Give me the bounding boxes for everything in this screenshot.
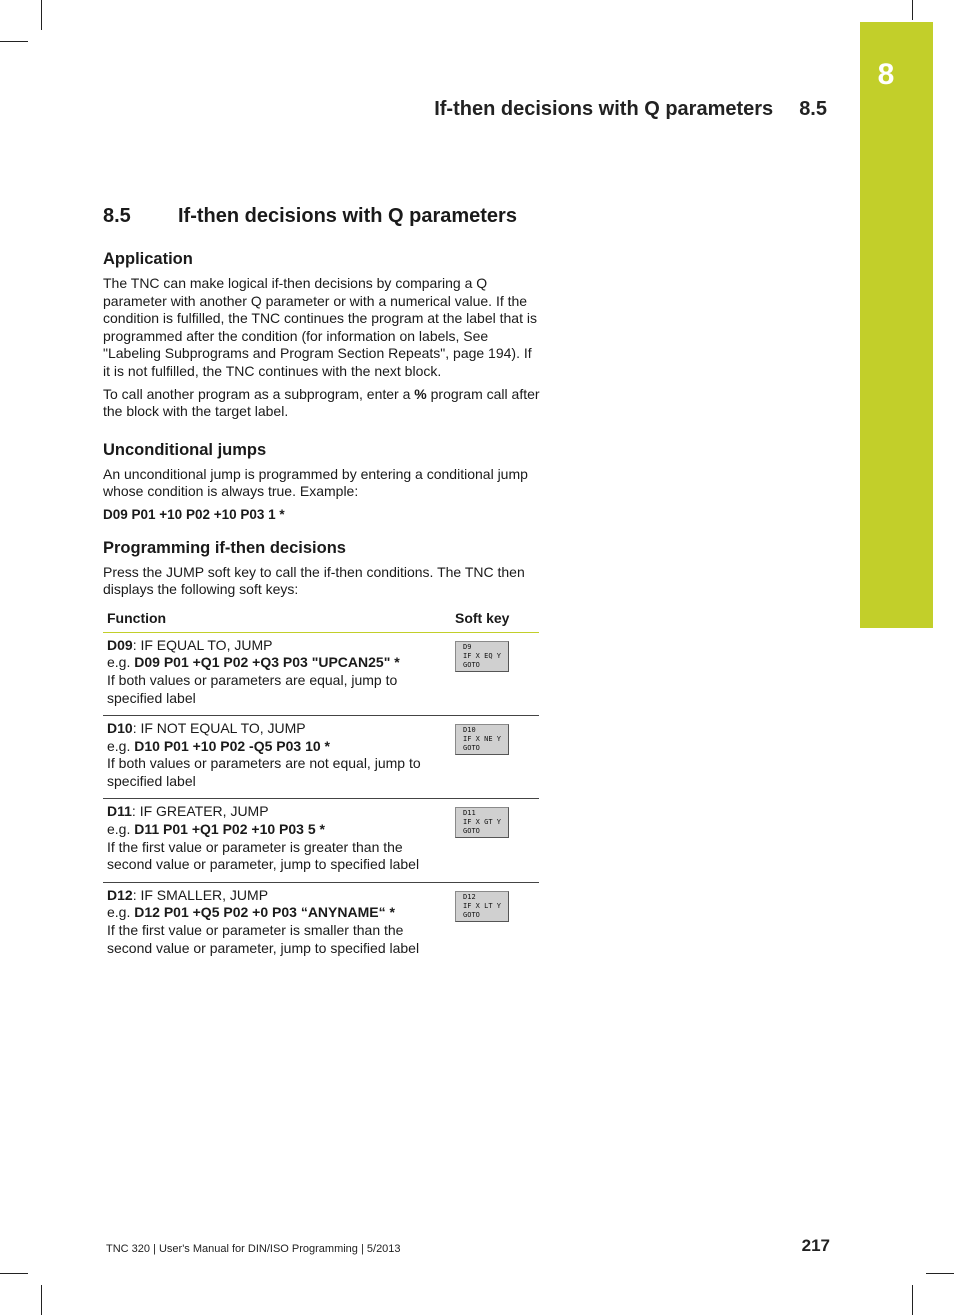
eg-label: e.g.	[107, 821, 135, 838]
crop-mark	[0, 41, 28, 42]
function-description: If the first value or parameter is smaller than the second value or parameter, jump to specified label	[107, 922, 420, 956]
function-example: D09 P01 +Q1 P02 +Q3 P03 "UPCAN25" *	[134, 654, 400, 671]
softkey-d11[interactable]: D11 IF X GT Y GOTO	[455, 807, 509, 838]
section-title	[103, 205, 517, 228]
application-heading: Application	[103, 250, 193, 268]
programming-paragraph: Press the JUMP soft key to call the if-then conditions. The TNC then displays the following soft keys:	[103, 563, 525, 598]
application-paragraph-2	[103, 386, 541, 421]
application-paragraph: The TNC can make logical if-then decisions by comparing a Q parameter with another Q parameter or with a numerical value. If the condition is fulfilled, the TNC continues the program at the label that is programmed after the condition (for information on labels, See "Labeling Subprograms and Program Section Repeats", page 194). If it is not fulfilled, the TNC continues with the next block.	[103, 275, 537, 379]
function-cell	[103, 799, 451, 882]
footer-text: TNC 320 | User's Manual for DIN/ISO Programming | 5/2013	[106, 1243, 401, 1255]
chapter-number: 8	[877, 58, 895, 91]
eg-label: e.g.	[107, 737, 135, 754]
running-head-title: If-then decisions with Q parameters	[434, 98, 774, 120]
softkey-d12[interactable]: D12 IF X LT Y GOTO	[455, 891, 509, 922]
function-description: If both values or parameters are equal, jump to specified label	[107, 671, 398, 706]
function-code: D11	[107, 803, 132, 820]
table-row	[103, 799, 539, 882]
function-example: D12 P01 +Q5 P02 +0 P03 “ANYNAME“ *	[134, 904, 395, 921]
table-row	[103, 632, 539, 715]
softkey-cell	[451, 799, 539, 882]
function-code: D09	[107, 636, 133, 653]
table-row	[103, 882, 539, 965]
text-run-bold: %	[414, 385, 427, 402]
function-name: : IF GREATER, JUMP	[131, 803, 269, 820]
unconditional-heading: Unconditional jumps	[103, 440, 267, 459]
chapter-tab	[860, 22, 933, 628]
function-cell	[103, 632, 451, 715]
softkey-d10[interactable]: D10 IF X NE Y GOTO	[455, 724, 509, 755]
function-name: : IF SMALLER, JUMP	[132, 886, 269, 903]
function-example: D10 P01 +10 P02 -Q5 P03 10 *	[134, 737, 330, 754]
crop-mark	[41, 0, 42, 30]
function-code: D12	[107, 886, 133, 903]
function-code: D10	[107, 720, 133, 737]
unconditional-code: D09 P01 +10 P02 +10 P03 1 *	[103, 506, 285, 522]
page-number: 217	[801, 1236, 830, 1255]
function-cell	[103, 716, 451, 799]
function-cell	[103, 882, 451, 965]
function-name: : IF EQUAL TO, JUMP	[132, 636, 273, 653]
softkey-table	[103, 607, 539, 966]
function-description: If both values or parameters are not equal, jump to specified label	[107, 755, 421, 789]
unconditional-paragraph: An unconditional jump is programmed by entering a conditional jump whose condition is always true. Example:	[103, 465, 528, 500]
crop-mark	[912, 1285, 913, 1315]
function-description: If the first value or parameter is greater than the second value or parameter, jump to specified label	[107, 838, 420, 873]
softkey-cell	[451, 716, 539, 799]
crop-mark	[0, 1273, 28, 1274]
softkey-d09[interactable]: D9 IF X EQ Y GOTO	[455, 641, 509, 672]
text-run: To call another program as a subprogram, enter a	[103, 385, 415, 402]
running-head-number: 8.5	[799, 98, 827, 120]
section-heading: If-then decisions with Q parameters	[178, 205, 517, 227]
function-example: D11 P01 +Q1 P02 +10 P03 5 *	[134, 821, 325, 838]
table-row	[103, 716, 539, 799]
running-head	[434, 98, 827, 121]
eg-label: e.g.	[107, 654, 135, 671]
section-number: 8.5	[103, 205, 131, 227]
function-name: : IF NOT EQUAL TO, JUMP	[132, 720, 306, 737]
programming-heading: Programming if-then decisions	[103, 538, 346, 557]
eg-label: e.g.	[107, 904, 135, 921]
crop-mark	[41, 1285, 42, 1315]
crop-mark	[912, 0, 913, 20]
softkey-cell	[451, 632, 539, 715]
header-function: Function	[103, 607, 451, 633]
crop-mark	[926, 1273, 954, 1274]
header-softkey: Soft key	[451, 607, 539, 633]
table-header-row	[103, 607, 539, 633]
softkey-cell	[451, 882, 539, 965]
text-run: program call after the block with the target label.	[103, 385, 540, 420]
content	[103, 250, 541, 965]
